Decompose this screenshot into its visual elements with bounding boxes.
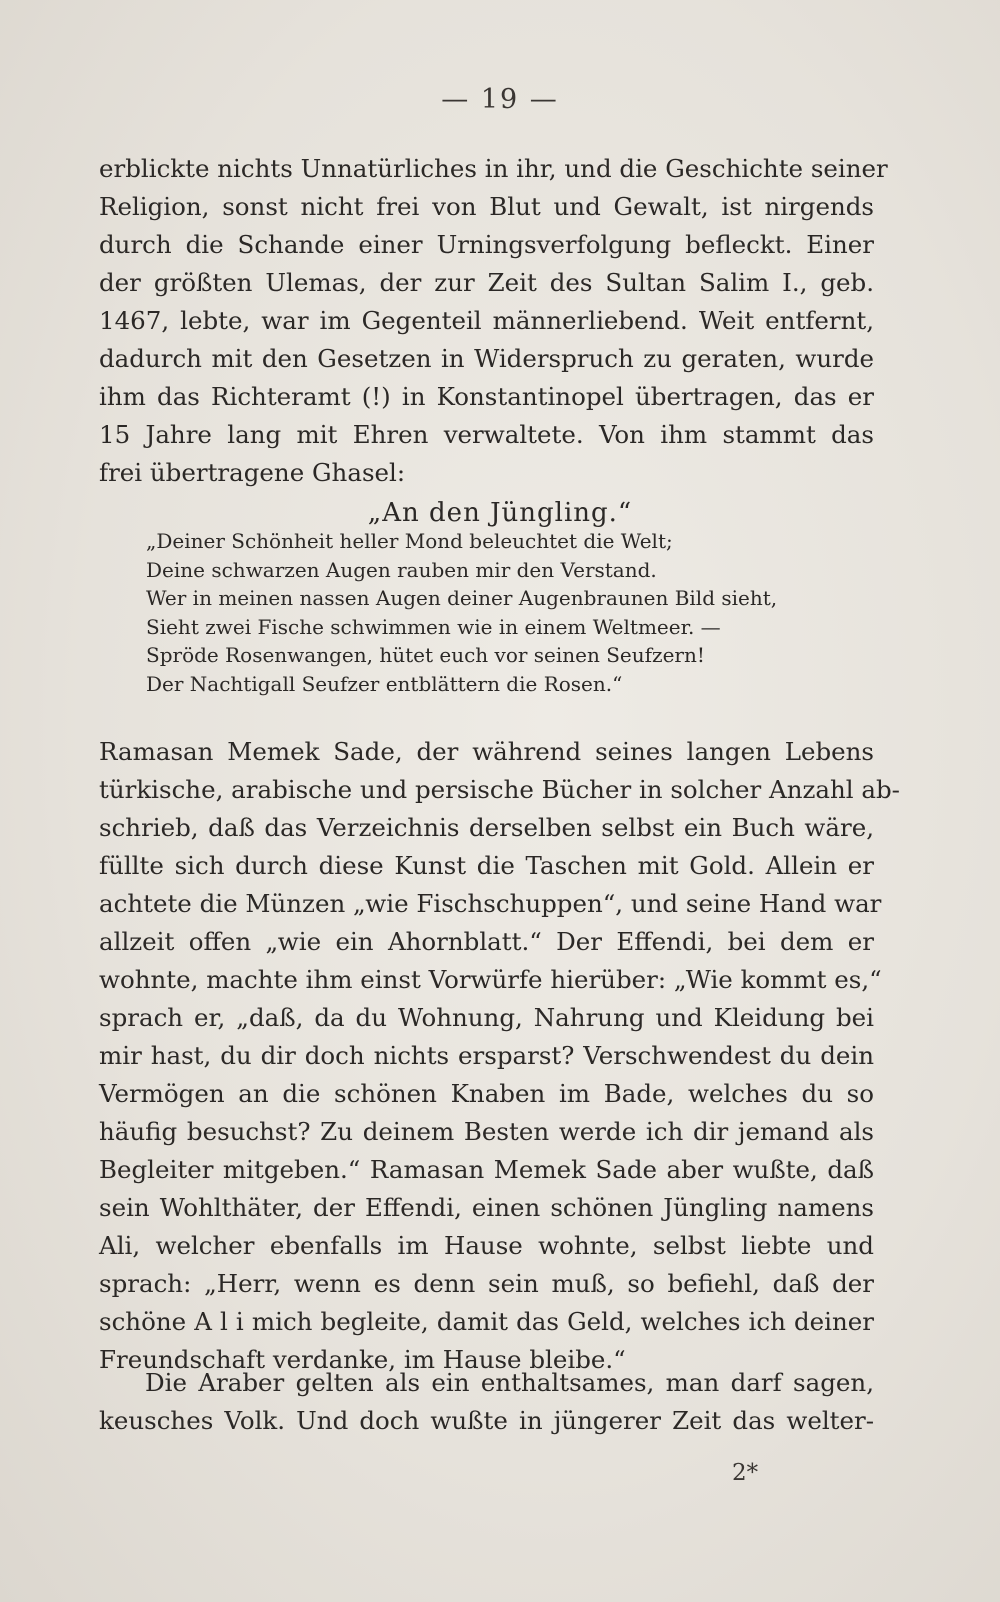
text-line: schöne A l i mich begleite, damit das Geld, welches ich deiner xyxy=(99,1307,874,1336)
poem-title: „An den Jüngling.“ xyxy=(367,498,633,528)
text-line: dadurch mit den Gesetzen in Widerspruch zu geraten, wurde xyxy=(99,344,874,373)
text-line: allzeit offen „wie ein Ahornblatt.“ Der Effendi, bei dem er xyxy=(99,927,874,956)
poem-line: Sieht zwei Fische schwimmen wie in einem Weltmeer. — xyxy=(146,614,721,639)
text-line: Freundschaft verdanke, im Hause bleibe.“ xyxy=(99,1345,626,1374)
printer-signature-mark: 2* xyxy=(732,1460,759,1486)
text-line: Ali, welcher ebenfalls im Hause wohnte, selbst liebte und xyxy=(99,1231,874,1260)
paragraph-3 xyxy=(99,1364,874,1440)
text-line: 1467, lebte, war im Gegenteil männerliebend. Weit entfernt, xyxy=(99,306,874,335)
text-line: sprach er, „daß, da du Wohnung, Nahrung und Kleidung bei xyxy=(99,1003,874,1032)
paragraph-1 xyxy=(99,150,888,492)
text-line: Begleiter mitgeben.“ Ramasan Memek Sade aber wußte, daß xyxy=(99,1155,874,1184)
text-line: füllte sich durch diese Kunst die Taschen mit Gold. Allein er xyxy=(99,851,874,880)
text-line: sprach: „Herr, wenn es denn sein muß, so befiehl, daß der xyxy=(99,1269,874,1298)
poem-line: Deine schwarzen Augen rauben mir den Verstand. xyxy=(146,557,657,582)
poem-block xyxy=(146,527,846,698)
text-line: erblickte nichts Unnatürliches in ihr, und die Geschichte seiner xyxy=(99,154,888,183)
text-line: Die Araber gelten als ein enthaltsames, man darf sagen, xyxy=(145,1368,874,1397)
text-line: Religion, sonst nicht frei von Blut und Gewalt, ist nirgends xyxy=(99,192,874,221)
text-line: türkische, arabische und persische Bücher in solcher Anzahl ab- xyxy=(99,775,900,804)
text-line: Ramasan Memek Sade, der während seines langen Lebens xyxy=(99,737,874,766)
text-line: wohnte, machte ihm einst Vorwürfe hierüber: „Wie kommt es,“ xyxy=(99,965,882,994)
poem-line: Spröde Rosenwangen, hütet euch vor seinen Seufzern! xyxy=(146,643,705,667)
paragraph-2 xyxy=(99,733,900,1379)
text-line: häufig besuchst? Zu deinem Besten werde ich dir jemand als xyxy=(99,1117,874,1146)
text-line: der größten Ulemas, der zur Zeit des Sultan Salim I., geb. xyxy=(99,268,874,297)
text-line: schrieb, daß das Verzeichnis derselben selbst ein Buch wäre, xyxy=(99,813,874,842)
poem-line: Wer in meinen nassen Augen deiner Augenbraunen Bild sieht, xyxy=(146,586,778,610)
text-line: keusches Volk. Und doch wußte in jüngerer Zeit das welter- xyxy=(99,1406,874,1435)
page-number-header: — 19 — xyxy=(441,84,559,115)
poem-line: Der Nachtigall Seufzer entblättern die Rosen.“ xyxy=(146,671,623,696)
text-line: durch die Schande einer Urningsverfolgung befleckt. Einer xyxy=(99,230,874,259)
text-line: Vermögen an die schönen Knaben im Bade, welches du so xyxy=(99,1079,874,1108)
text-line: sein Wohlthäter, der Effendi, einen schönen Jüngling namens xyxy=(99,1193,874,1222)
text-line: 15 Jahre lang mit Ehren verwaltete. Von ihm stammt das xyxy=(99,420,874,449)
text-line: frei übertragene Ghasel: xyxy=(99,458,406,487)
poem-line: „Deiner Schönheit heller Mond beleuchtet die Welt; xyxy=(146,529,673,553)
text-line: ihm das Richteramt (!) in Konstantinopel übertragen, das er xyxy=(99,382,874,411)
text-line: mir hast, du dir doch nichts ersparst? Verschwendest du dein xyxy=(99,1041,874,1070)
text-line: achtete die Münzen „wie Fischschuppen“, und seine Hand war xyxy=(99,889,882,918)
